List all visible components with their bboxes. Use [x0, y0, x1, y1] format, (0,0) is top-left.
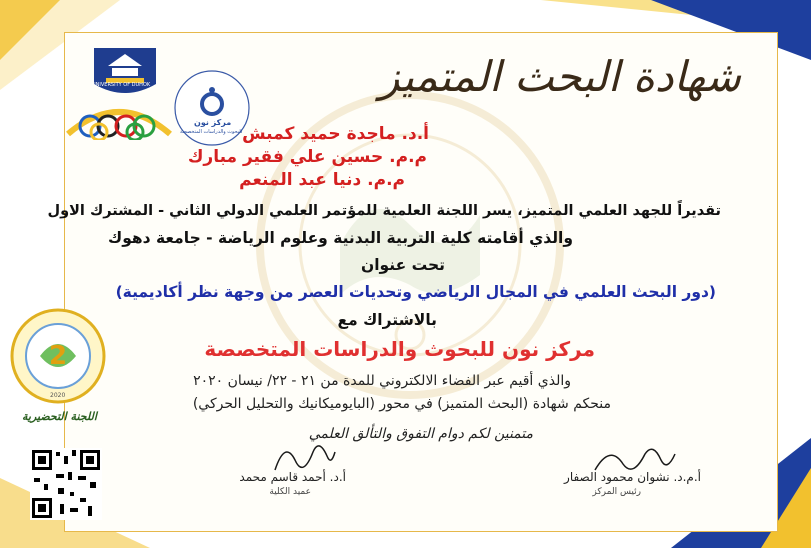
- recipient-3: م.م. دنيا عبد المنعم: [239, 170, 405, 190]
- right-signature-name: أ.م.د. نشوان محمود الصفار: [564, 470, 701, 484]
- wish-line: متمنين لكم دوام التفوق والتألق العلمي: [308, 426, 533, 442]
- committee-label: اللجنة التحضيرية: [22, 410, 97, 423]
- noon-logo-sub: للبحوث والدراسات المتخصصة: [180, 129, 243, 135]
- olympic-rings-logo: [64, 100, 174, 140]
- recipient-2: م.م. حسين علي فقير مبارك: [187, 147, 427, 167]
- duhok-university-logo: [88, 44, 162, 102]
- duhok-logo-label: UNIVERSITY OF DUHOK: [92, 82, 151, 88]
- research-title: (دور البحث العلمي في المجال الرياضي وتحديات العصر من وجهة نظر أكاديمية): [115, 283, 716, 301]
- svg-text:2: 2: [48, 341, 68, 371]
- date-line: والذي أقيم عبر الفضاء الالكتروني للمدة من ٢١ - ٢٢/ نيسان ٢٠٢٠: [193, 373, 571, 389]
- appreciation-line: تقديراً للجهد العلمي المتميز، يسر اللجنة العلمية للمؤتمر العلمي الدولي الثاني - المشترك الاول: [47, 203, 721, 219]
- committee-year: 2020: [50, 392, 66, 399]
- organizer-line: والذي أقامته كلية التربية البدنية وعلوم الرياضة - جامعة دهوك: [108, 229, 573, 247]
- certificate-title: شهادة البحث المتميز: [379, 52, 741, 101]
- axis-line: منحكم شهادة (البحث المتميز) في محور (البايوميكانيك والتحليل الحركي): [192, 396, 611, 412]
- noon-center-logo: [172, 68, 252, 148]
- right-signature-role: رئيس المركز: [592, 487, 641, 497]
- left-signature-name: أ.د. أحمد قاسم محمد: [239, 470, 346, 484]
- partner-name: مركز نون للبحوث والدراسات المتخصصة: [204, 337, 595, 361]
- committee-logo: [8, 306, 108, 406]
- left-signature-role: عميد الكلية: [269, 487, 311, 497]
- under-title-label: تحت عنوان: [361, 256, 445, 274]
- recipient-1: أ.د. ماجدة حميد كمبش: [242, 124, 429, 144]
- partnership-label: بالاشتراك مع: [337, 311, 437, 329]
- qr-code: [30, 448, 102, 520]
- noon-logo-label: مركز نون: [194, 118, 232, 127]
